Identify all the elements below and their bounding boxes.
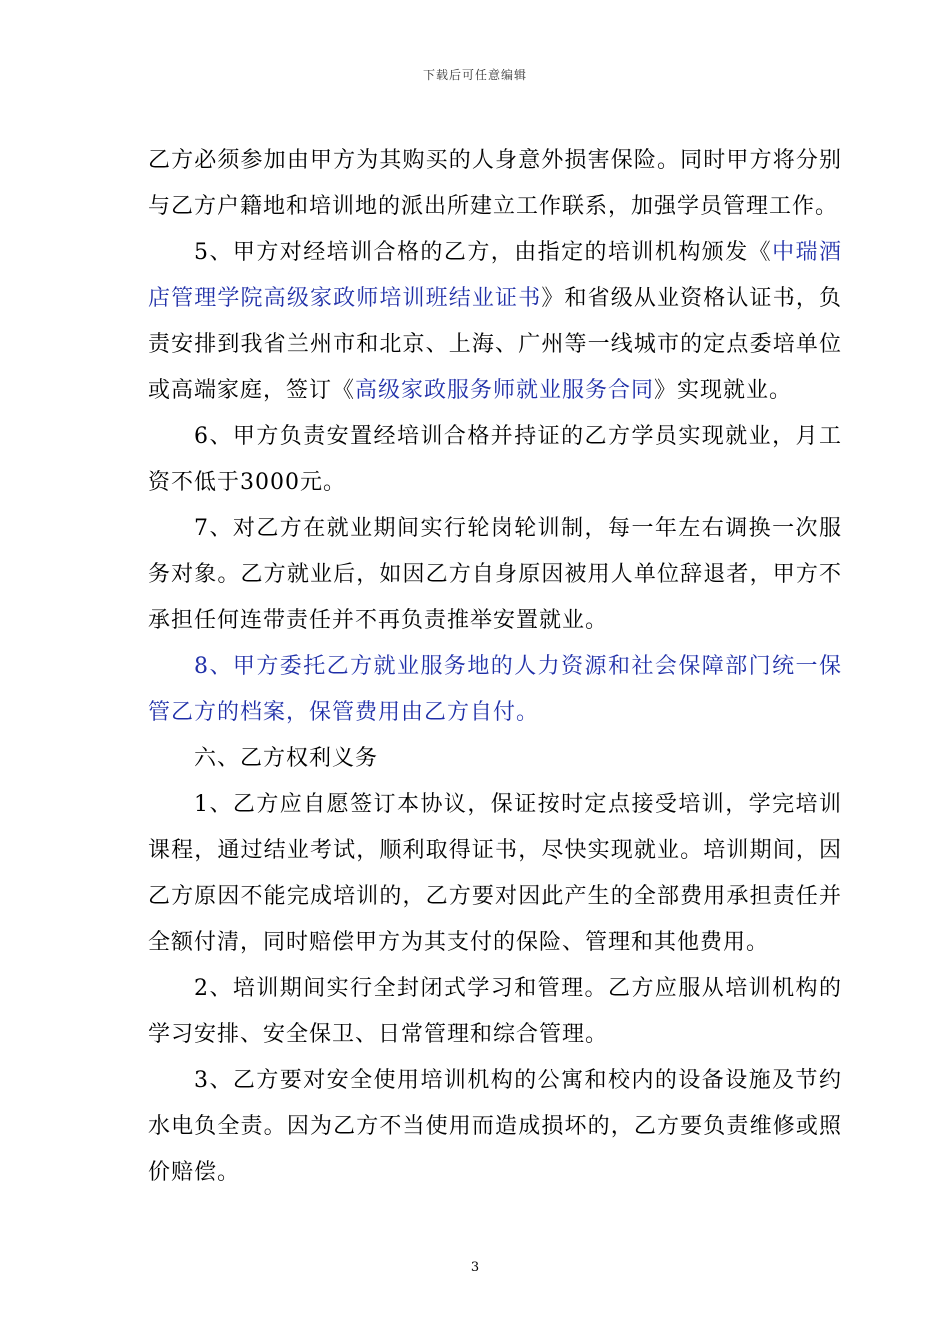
certificate-name: 中瑞酒店管理学院高级家政师培训班结业证书 <box>148 240 842 311</box>
paragraph-item-8: 8、甲方委托乙方就业服务地的人力资源和社会保障部门统一保管乙方的档案，保管费用由乙方自付。 <box>148 654 842 725</box>
item-5-text-c: 》和省级从业资格认证书，负责安排到我省兰州市和北京、上海、广州等一线城市的定点委培单位或高端家庭，签订《 <box>148 286 842 403</box>
paragraph-item-5 <box>148 230 842 414</box>
section-heading-6: 六、乙方权利义务 <box>194 746 379 771</box>
paragraph-party-b-2: 2、培训期间实行全封闭式学习和管理。乙方应服从培训机构的学习安排、安全保卫、日常管理和综合管理。 <box>148 976 842 1047</box>
item-5-text-e: 》实现就业。 <box>654 378 793 403</box>
paragraph-item-6: 6、甲方负责安置经培训合格并持证的乙方学员实现就业，月工资不低于3000元。 <box>148 424 842 495</box>
document-body <box>148 138 842 1196</box>
paragraph-insurance: 乙方必须参加由甲方为其购买的人身意外损害保险。同时甲方将分别与乙方户籍地和培训地的派出所建立工作联系，加强学员管理工作。 <box>148 148 842 219</box>
page-header: 下载后可任意编辑 <box>422 68 527 82</box>
paragraph-party-b-1: 1、乙方应自愿签订本协议，保证按时定点接受培训，学完培训课程，通过结业考试，顺利取得证书，尽快实现就业。培训期间，因乙方原因不能完成培训的，乙方要对因此产生的全部费用承担责任并全额付清，同时赔偿甲方为其支付的保险、管理和其他费用。 <box>148 792 842 955</box>
contract-name: 高级家政服务师就业服务合同 <box>355 378 655 403</box>
item-5-text-a: 5、甲方对经培训合格的乙方，由指定的培训机构颁发《 <box>194 240 773 265</box>
paragraph-item-7: 7、对乙方在就业期间实行轮岗轮训制，每一年左右调换一次服务对象。乙方就业后，如因乙方自身原因被用人单位辞退者，甲方不承担任何连带责任并不再负责推举安置就业。 <box>148 516 842 633</box>
paragraph-party-b-3: 3、乙方要对安全使用培训机构的公寓和校内的设备设施及节约水电负全责。因为乙方不当使用而造成损坏的，乙方要负责维修或照价赔偿。 <box>148 1068 842 1185</box>
page-number: 3 <box>470 1260 480 1275</box>
